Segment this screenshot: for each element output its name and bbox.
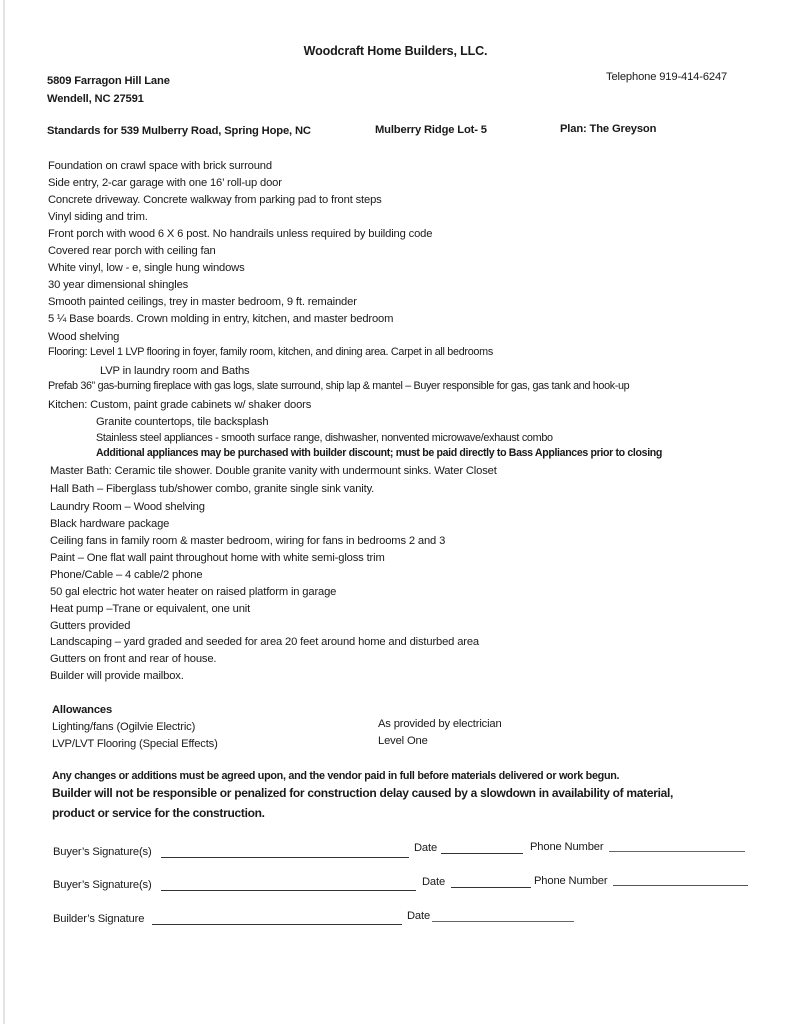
allowance-value: As provided by electrician	[378, 718, 502, 730]
date-line[interactable]	[451, 887, 531, 888]
buyer-signature-line[interactable]	[161, 857, 409, 858]
spec-item: Flooring: Level 1 LVP flooring in foyer, family room, kitchen, and dining area. Carpet in all bedrooms	[48, 346, 493, 358]
spec-item: Hall Bath – Fiberglass tub/shower combo, granite single sink vanity.	[50, 483, 375, 495]
spec-item: 50 gal electric hot water heater on raised platform in garage	[50, 586, 337, 598]
subdivision-lot: Mulberry Ridge Lot- 5	[375, 124, 487, 136]
spec-item-bold: Additional appliances may be purchased with builder discount; must be paid directly to Bass Appliances prior to closing	[96, 447, 663, 459]
spec-item: Granite countertops, tile backsplash	[96, 416, 269, 428]
phone-number-label: Phone Number	[534, 875, 608, 887]
spec-item: Ceiling fans in family room & master bedroom, wiring for fans in bedrooms 2 and 3	[50, 535, 446, 547]
spec-item: Master Bath: Ceramic tile shower. Double granite vanity with undermount sinks. Water Closet	[50, 465, 497, 477]
date-label: Date	[407, 910, 431, 922]
date-label: Date	[422, 876, 446, 888]
spec-item: Side entry, 2-car garage with one 16’ roll-up door	[48, 177, 282, 189]
standards-address: Standards for 539 Mulberry Road, Spring Hope, NC	[47, 125, 311, 137]
spec-item: 30 year dimensional shingles	[48, 279, 189, 291]
telephone-text: Telephone 919-414-6247	[606, 71, 728, 83]
spec-item: White vinyl, low - e, single hung windows	[48, 262, 245, 274]
spec-item: Paint – One flat wall paint throughout home with white semi-gloss trim	[50, 552, 385, 564]
spec-item: Heat pump –Trane or equivalent, one unit	[50, 603, 251, 615]
phone-number-label: Phone Number	[530, 841, 604, 853]
allowances-heading: Allowances	[52, 704, 113, 716]
scan-edge	[3, 0, 5, 1024]
date-label: Date	[414, 842, 438, 854]
address-line-2: Wendell, NC 27591	[47, 93, 144, 105]
phone-number-line[interactable]	[609, 851, 745, 852]
allowance-value: Level One	[378, 735, 428, 747]
spec-item: Covered rear porch with ceiling fan	[48, 245, 216, 257]
spec-item: Foundation on crawl space with brick surround	[48, 160, 272, 172]
spec-item: Stainless steel appliances - smooth surface range, dishwasher, nonvented microwave/exhaust combo	[96, 432, 553, 444]
spec-item: Concrete driveway. Concrete walkway from parking pad to front steps	[48, 194, 382, 206]
date-line[interactable]	[441, 853, 523, 854]
spec-item: Wood shelving	[48, 331, 120, 343]
spec-item: Gutters provided	[50, 620, 131, 632]
phone-number-line[interactable]	[613, 885, 748, 886]
address-line-1: 5809 Farragon Hill Lane	[47, 75, 170, 87]
delay-notice-line2: product or service for the construction.	[52, 806, 265, 820]
buyer-signature-line[interactable]	[161, 890, 416, 891]
buyer-signature-label: Buyer’s Signature(s)	[53, 846, 152, 858]
spec-item: Prefab 36” gas-burning fireplace with gas logs, slate surround, ship lap & mantel – Buyer responsible for gas, gas tank and hook-up	[48, 380, 630, 392]
company-title: Woodcraft Home Builders, LLC.	[303, 44, 488, 58]
plan-name: Plan: The Greyson	[560, 123, 657, 135]
spec-item: Black hardware package	[50, 518, 170, 530]
changes-notice: Any changes or additions must be agreed upon, and the vendor paid in full before materials delivered or work begun.	[52, 770, 620, 782]
allowance-label: Lighting/fans (Ogilvie Electric)	[52, 721, 196, 733]
spec-item: Laundry Room – Wood shelving	[50, 501, 205, 513]
spec-item: Kitchen: Custom, paint grade cabinets w/ shaker doors	[48, 399, 312, 411]
builder-signature-line[interactable]	[152, 924, 402, 925]
spec-item: Vinyl siding and trim.	[48, 211, 148, 223]
delay-notice-line1: Builder will not be responsible or penalized for construction delay caused by a slowdown in availability of material,	[52, 786, 674, 800]
allowance-label: LVP/LVT Flooring (Special Effects)	[52, 738, 218, 750]
spec-item: Phone/Cable – 4 cable/2 phone	[50, 569, 203, 581]
spec-item: Landscaping – yard graded and seeded for area 20 feet around home and disturbed area	[50, 636, 480, 648]
builder-signature-label: Builder’s Signature	[53, 913, 145, 925]
spec-item: LVP in laundry room and Baths	[100, 365, 250, 377]
spec-item: Smooth painted ceilings, trey in master bedroom, 9 ft. remainder	[48, 296, 357, 308]
spec-item: 5 ¼ Base boards. Crown molding in entry, kitchen, and master bedroom	[48, 313, 394, 325]
spec-item: Builder will provide mailbox.	[50, 670, 184, 682]
spec-item: Gutters on front and rear of house.	[50, 653, 217, 665]
telephone	[606, 70, 727, 84]
date-line[interactable]	[432, 921, 574, 922]
buyer-signature-label: Buyer’s Signature(s)	[53, 879, 152, 891]
spec-item: Front porch with wood 6 X 6 post. No handrails unless required by building code	[48, 228, 433, 240]
